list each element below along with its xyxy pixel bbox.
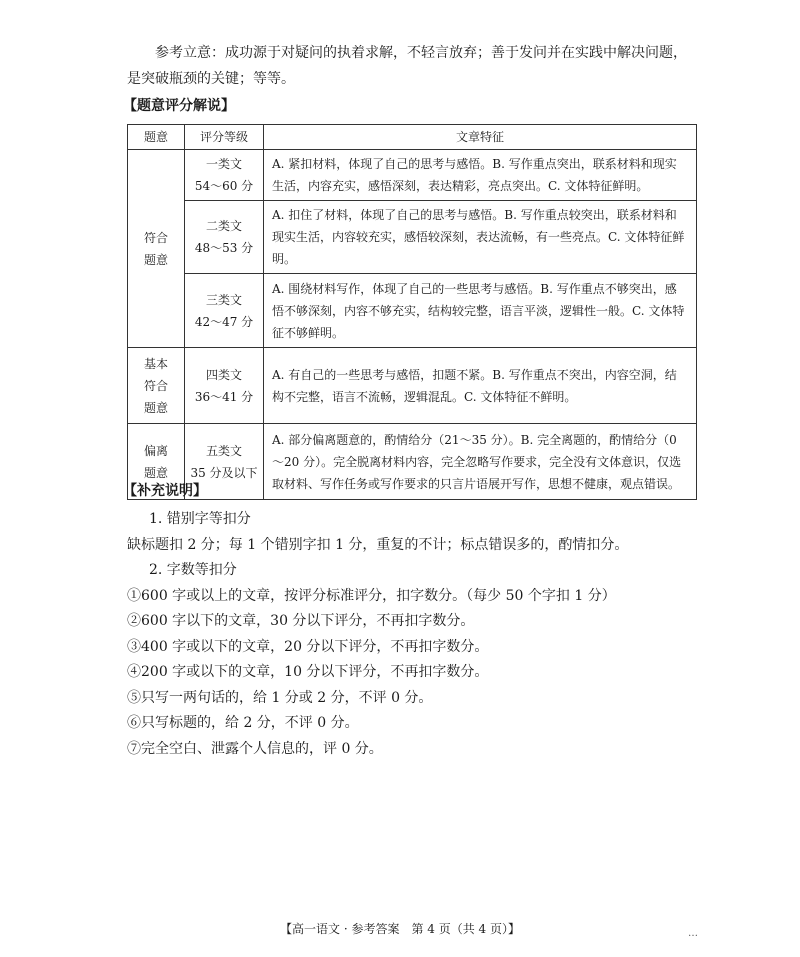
table-row <box>128 424 697 500</box>
header-grade: 评分等级 <box>185 125 264 150</box>
table-header-row <box>128 125 697 150</box>
grade-range: 54～60 分 <box>194 179 254 193</box>
grade-cell <box>185 201 264 274</box>
grade-cell <box>185 348 264 424</box>
category-cell <box>128 348 185 424</box>
table-row <box>128 348 697 424</box>
word-count-rule: ③400 字或以下的文章，20 分以下评分，不再扣字数分。 <box>127 638 489 655</box>
intro-paragraph: 参考立意：成功源于对疑问的执着求解，不轻言放弃；善于发问并在实践中解决问题，是突破瓶颈的关键；等等。 <box>127 45 687 87</box>
page-footer: 【高一语文 · 参考答案 第 4 页（共 4 页）】 <box>280 922 520 936</box>
table-row <box>128 274 697 348</box>
deduction-item-title: 1. 错别字等扣分 <box>149 511 251 527</box>
supplement-heading: 【补充说明】 <box>123 483 207 499</box>
grade-label: 三类文 <box>205 292 242 307</box>
table-row <box>128 150 697 201</box>
category-label: 符合 题意 <box>143 230 168 267</box>
word-count-rule: ②600 字以下的文章，30 分以下评分，不再扣字数分。 <box>127 613 475 629</box>
word-count-rule: ①600 字或以上的文章，按评分标准评分，扣字数分。（每少 50 个字扣 1 分） <box>127 587 616 604</box>
supplement-body <box>127 507 687 762</box>
grade-range: 35 分及以下 <box>190 465 258 480</box>
deduction-item-text: 缺标题扣 2 分；每 1 个错别字扣 1 分，重复的不计；标点错误多的，酌情扣分。 <box>127 536 629 553</box>
feature-cell: A. 围绕材料写作，体现了自己的一些思考与感悟。B. 写作重点不够突出，感悟不够深刻，内容不够充实，结构较完整，语言平淡，逻辑性一般。C. 文体特征不够鲜明。 <box>264 274 697 348</box>
grade-cell <box>185 274 264 348</box>
grade-range: 42～47 分 <box>194 314 254 329</box>
word-count-rule: ④200 字或以下的文章，10 分以下评分，不再扣字数分。 <box>127 664 489 680</box>
word-count-rule: ⑤只写一两句话的，给 1 分或 2 分，不评 0 分。 <box>127 689 433 706</box>
feature-cell: A. 部分偏离题意的，酌情给分（21～35 分）。B. 完全离题的，酌情给分（0～20 分）。完全脱离材料内容，完全忽略写作要求，完全没有文体意识，仅选取材料、写作任务或写作要求的只言片语展开写作，思想不健康，观点错误。 <box>264 424 697 500</box>
grade-cell <box>185 150 264 201</box>
feature-cell: A. 紧扣材料，体现了自己的思考与感悟。B. 写作重点突出，联系材料和现实生活，内容充实，感悟深刻，表达精彩，亮点突出。C. 文体特征鲜明。 <box>264 150 697 201</box>
word-count-item-title: 2. 字数等扣分 <box>149 562 237 578</box>
header-feature: 文章特征 <box>264 125 697 150</box>
evaluation-heading: 【题意评分解说】 <box>123 98 235 114</box>
corner-mark: … <box>688 928 698 939</box>
grade-label: 四类文 <box>205 367 242 382</box>
feature-cell: A. 有自己的一些思考与感悟，扣题不紧。B. 写作重点不突出，内容空洞，结构不完整，语言不流畅，逻辑混乱。C. 文体特征不鲜明。 <box>264 348 697 424</box>
table-row <box>128 201 697 274</box>
grade-label: 一类文 <box>205 157 242 171</box>
category-label: 偏离 题意 <box>143 443 168 480</box>
grade-range: 48～53 分 <box>194 241 254 255</box>
header-category: 题意 <box>128 125 185 150</box>
category-label: 基本 符合 题意 <box>143 356 168 415</box>
grade-label: 五类文 <box>205 443 242 458</box>
category-cell <box>128 150 185 348</box>
word-count-rule: ⑥只写标题的，给 2 分，不评 0 分。 <box>127 715 359 731</box>
feature-cell: A. 扣住了材料，体现了自己的思考与感悟。B. 写作重点较突出，联系材料和现实生活，内容较充实，感悟较深刻，表达流畅，有一些亮点。C. 文体特征鲜明。 <box>264 201 697 274</box>
grade-range: 36～41 分 <box>194 389 254 404</box>
grade-label: 二类文 <box>205 219 242 233</box>
grading-table <box>127 124 697 500</box>
word-count-rule: ⑦完全空白、泄露个人信息的，评 0 分。 <box>127 740 383 757</box>
